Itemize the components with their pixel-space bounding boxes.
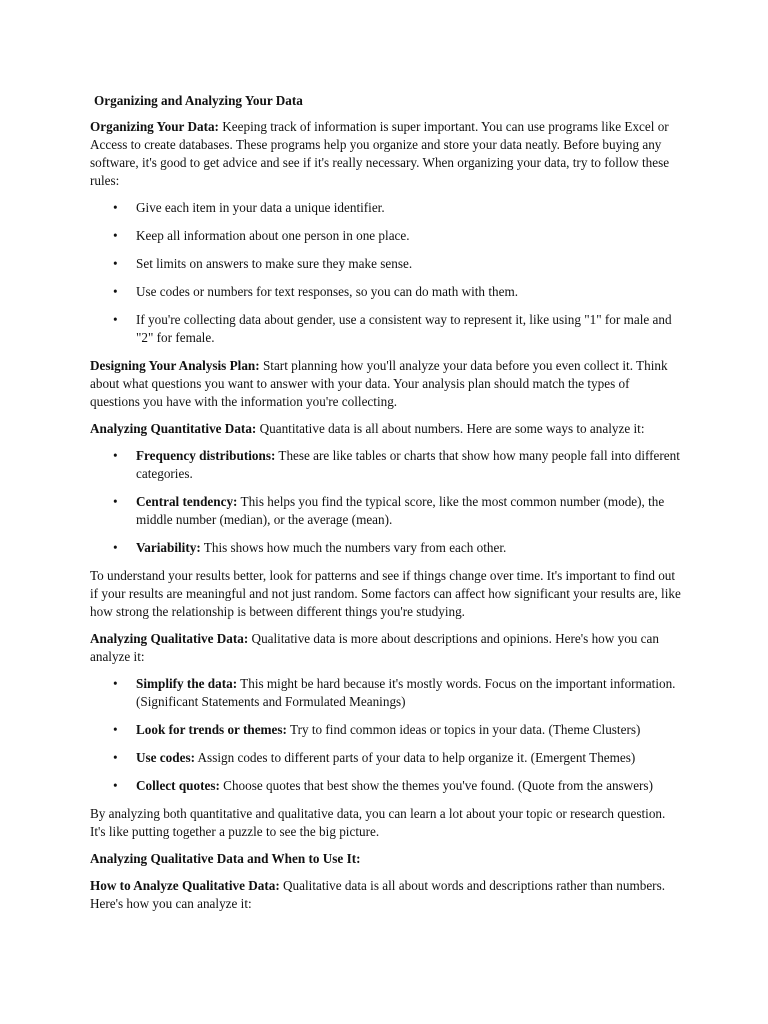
paragraph-text: Quantitative data is all about numbers. Here are some ways to analyze it: bbox=[256, 421, 645, 436]
list-item bbox=[90, 227, 682, 245]
paragraph-heading: Organizing Your Data: bbox=[90, 119, 219, 134]
list-item-label: Collect quotes: bbox=[136, 778, 220, 793]
list-item-label: Central tendency: bbox=[136, 494, 238, 509]
list-item-text: Assign codes to different parts of your data to help organize it. (Emergent Themes) bbox=[194, 750, 636, 765]
document-body bbox=[90, 118, 682, 913]
list-item-text: This helps you find the typical score, like the most common number (mode), the middle number (median), or the average (mean). bbox=[136, 494, 665, 527]
list-item bbox=[90, 311, 682, 347]
list-item-label: Simplify the data: bbox=[136, 676, 238, 691]
document-page bbox=[90, 92, 682, 922]
bullet-icon: • bbox=[113, 750, 118, 765]
list-item-text: These are like tables or charts that show how many people fall into different categories. bbox=[136, 448, 680, 481]
list-item bbox=[90, 255, 682, 273]
paragraph bbox=[90, 420, 682, 438]
list-item-text: This shows how much the numbers vary from each other. bbox=[200, 540, 507, 555]
list-item-label: Frequency distributions: bbox=[136, 448, 276, 463]
bullet-icon: • bbox=[113, 312, 118, 327]
bullet-icon: • bbox=[113, 284, 118, 299]
bullet-icon: • bbox=[113, 540, 118, 555]
paragraph-text: By analyzing both quantitative and qualitative data, you can learn a lot about your topic or research question. It's like putting together a puzzle to see the big picture. bbox=[90, 806, 666, 839]
list-item-label: Use codes: bbox=[136, 750, 195, 765]
bullet-icon: • bbox=[113, 228, 118, 243]
list-item-text: Choose quotes that best show the themes you've found. (Quote from the answers) bbox=[219, 778, 653, 793]
list-item bbox=[90, 675, 682, 711]
list-item-text: This might be hard because it's mostly words. Focus on the important information. (Significant Statements and Formulated Meanings) bbox=[136, 676, 676, 709]
list-item-text: Give each item in your data a unique identifier. bbox=[136, 200, 385, 215]
paragraph bbox=[90, 630, 682, 666]
bullet-icon: • bbox=[113, 448, 118, 463]
paragraph bbox=[90, 357, 682, 411]
list-item bbox=[90, 493, 682, 529]
paragraph-text: To understand your results better, look for patterns and see if things change over time. It's important to find out if your results are meaningful and not just random. Some factors can affect how significant your results are, like how strong the relationship is between different things you're studying. bbox=[90, 568, 681, 619]
bullet-icon: • bbox=[113, 676, 118, 691]
list-item bbox=[90, 283, 682, 301]
list-item-label: Look for trends or themes: bbox=[136, 722, 287, 737]
paragraph-heading: Analyzing Qualitative Data: bbox=[90, 631, 249, 646]
list-item-text: Try to find common ideas or topics in your data. (Theme Clusters) bbox=[286, 722, 641, 737]
paragraph bbox=[90, 850, 682, 868]
list-item-text: Keep all information about one person in one place. bbox=[136, 228, 410, 243]
list-item bbox=[90, 721, 682, 739]
paragraph bbox=[90, 567, 682, 621]
list-item bbox=[90, 447, 682, 483]
paragraph-text: Keeping track of information is super important. You can use programs like Excel or Access to create databases. These programs help you organize and store your data neatly. Before buying any software, it's good to get advice and see if it's really necessary. When organizing your data, try to follow these rules: bbox=[90, 119, 670, 188]
list-item-text: If you're collecting data about gender, use a consistent way to represent it, like using "1" for male and "2" for female. bbox=[136, 312, 672, 345]
list-item bbox=[90, 777, 682, 795]
paragraph-heading: Designing Your Analysis Plan: bbox=[90, 358, 260, 373]
list-item bbox=[90, 199, 682, 217]
bullet-list bbox=[90, 199, 682, 347]
paragraph-heading: Analyzing Quantitative Data: bbox=[90, 421, 257, 436]
bullet-icon: • bbox=[113, 256, 118, 271]
paragraph bbox=[90, 118, 682, 190]
paragraph-text: Qualitative data is all about words and descriptions rather than numbers. Here's how you can analyze it: bbox=[90, 878, 665, 911]
paragraph-text: Start planning how you'll analyze your data before you even collect it. Think about what questions you want to answer with your data. Your analysis plan should match the types of questions you have with the information you're collecting. bbox=[90, 358, 668, 409]
document-title: Organizing and Analyzing Your Data bbox=[94, 93, 303, 108]
paragraph-heading: Analyzing Qualitative Data and When to Use It: bbox=[90, 851, 361, 866]
bullet-list bbox=[90, 675, 682, 795]
paragraph-text: Qualitative data is more about descriptions and opinions. Here's how you can analyze it: bbox=[90, 631, 659, 664]
bullet-icon: • bbox=[113, 494, 118, 509]
list-item bbox=[90, 749, 682, 767]
paragraph-heading: How to Analyze Qualitative Data: bbox=[90, 878, 280, 893]
list-item-text: Use codes or numbers for text responses, so you can do math with them. bbox=[136, 284, 518, 299]
paragraph bbox=[90, 805, 682, 841]
list-item bbox=[90, 539, 682, 557]
list-item-text: Set limits on answers to make sure they make sense. bbox=[136, 256, 413, 271]
list-item-label: Variability: bbox=[136, 540, 201, 555]
bullet-icon: • bbox=[113, 200, 118, 215]
bullet-list bbox=[90, 447, 682, 557]
paragraph bbox=[90, 877, 682, 913]
bullet-icon: • bbox=[113, 722, 118, 737]
bullet-icon: • bbox=[113, 778, 118, 793]
